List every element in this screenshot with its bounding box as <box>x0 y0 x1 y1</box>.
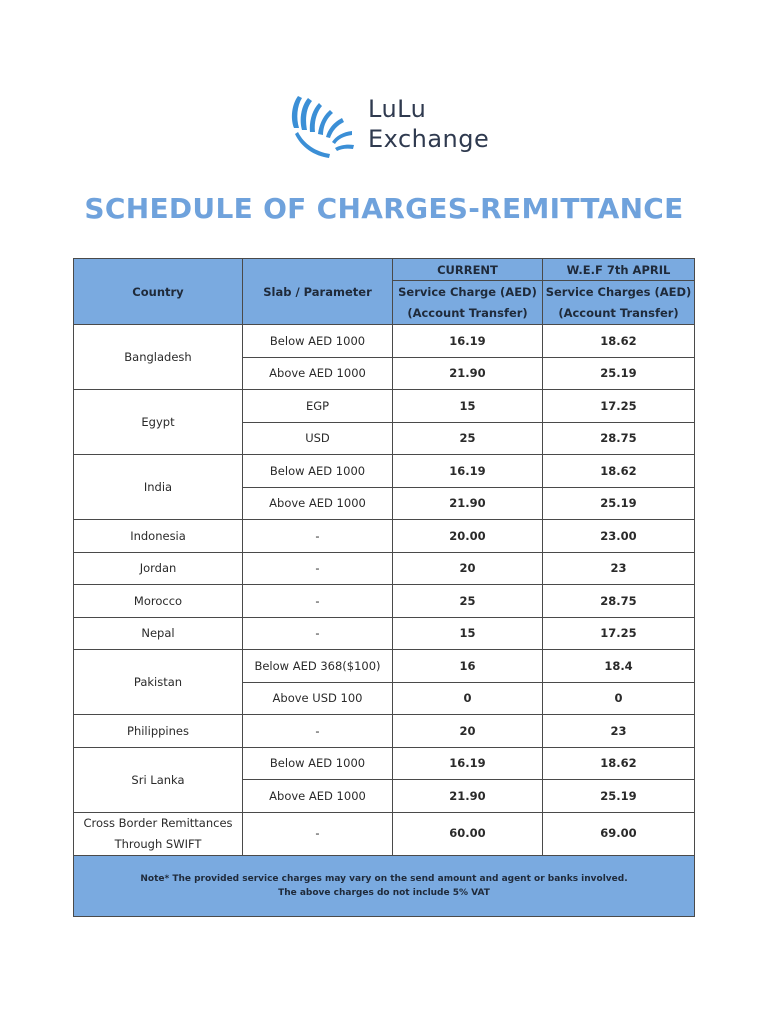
header-current-sub1: Service Charge (AED) <box>393 281 543 303</box>
current-charge-cell: 20 <box>393 552 543 585</box>
brand-logo <box>288 88 488 160</box>
new-charge-cell: 23 <box>543 552 695 585</box>
country-cell: Indonesia <box>74 520 243 553</box>
current-charge-cell: 16.19 <box>393 747 543 780</box>
current-charge-cell: 16.19 <box>393 455 543 488</box>
country-cell: Philippines <box>74 715 243 748</box>
charges-table <box>73 258 695 917</box>
country-cell: Morocco <box>74 585 243 618</box>
header-new-group: W.E.F 7th APRIL <box>543 259 695 281</box>
current-charge-cell: 21.90 <box>393 357 543 390</box>
country-cell: Pakistan <box>74 650 243 715</box>
country-line: Through SWIFT <box>114 836 202 851</box>
new-charge-cell: 25.19 <box>543 487 695 520</box>
new-charge-cell: 28.75 <box>543 422 695 455</box>
slab-cell: USD <box>243 422 393 455</box>
country-cell <box>74 812 243 855</box>
table-row <box>74 585 695 618</box>
slab-cell: - <box>243 585 393 618</box>
table-row <box>74 812 695 855</box>
current-charge-cell: 16.19 <box>393 325 543 358</box>
note-line: Note* The provided service charges may vary on the send amount and agent or banks involved. <box>140 873 628 884</box>
slab-cell: Below AED 368($100) <box>243 650 393 683</box>
slab-cell: Above AED 1000 <box>243 780 393 813</box>
new-charge-cell: 23 <box>543 715 695 748</box>
slab-cell: Below AED 1000 <box>243 747 393 780</box>
current-charge-cell: 21.90 <box>393 780 543 813</box>
current-charge-cell: 60.00 <box>393 812 543 855</box>
page-title: SCHEDULE OF CHARGES-REMITTANCE <box>84 192 684 225</box>
country-cell: Egypt <box>74 390 243 455</box>
country-cell: Bangladesh <box>74 325 243 390</box>
header-current-sub2: (Account Transfer) <box>393 303 543 325</box>
slab-cell: Below AED 1000 <box>243 455 393 488</box>
current-charge-cell: 20 <box>393 715 543 748</box>
new-charge-cell: 25.19 <box>543 357 695 390</box>
new-charge-cell: 25.19 <box>543 780 695 813</box>
slab-cell: - <box>243 617 393 650</box>
current-charge-cell: 21.90 <box>393 487 543 520</box>
header-new-sub2: (Account Transfer) <box>543 303 695 325</box>
slab-cell: Below AED 1000 <box>243 325 393 358</box>
lulu-logo-icon <box>288 88 358 160</box>
new-charge-cell: 18.62 <box>543 455 695 488</box>
slab-cell: Above AED 1000 <box>243 487 393 520</box>
brand-line1: LuLu <box>368 95 427 123</box>
new-charge-cell: 18.4 <box>543 650 695 683</box>
header-country: Country <box>74 259 243 325</box>
table-row <box>74 455 695 488</box>
new-charge-cell: 17.25 <box>543 390 695 423</box>
new-charge-cell: 18.62 <box>543 325 695 358</box>
table-row <box>74 552 695 585</box>
country-cell: Sri Lanka <box>74 747 243 812</box>
brand-line2: Exchange <box>368 125 490 153</box>
note-line: The above charges do not include 5% VAT <box>278 887 490 898</box>
header-new-sub1: Service Charges (AED) <box>543 281 695 303</box>
table-row <box>74 715 695 748</box>
current-charge-cell: 25 <box>393 422 543 455</box>
new-charge-cell: 18.62 <box>543 747 695 780</box>
country-cell: India <box>74 455 243 520</box>
header-current-group: CURRENT <box>393 259 543 281</box>
table-row <box>74 390 695 423</box>
new-charge-cell: 69.00 <box>543 812 695 855</box>
new-charge-cell: 23.00 <box>543 520 695 553</box>
country-line: Cross Border Remittances <box>83 815 233 830</box>
slab-cell: - <box>243 812 393 855</box>
slab-cell: - <box>243 715 393 748</box>
country-cell: Jordan <box>74 552 243 585</box>
header-slab: Slab / Parameter <box>243 259 393 325</box>
new-charge-cell: 0 <box>543 682 695 715</box>
current-charge-cell: 16 <box>393 650 543 683</box>
table-row <box>74 325 695 358</box>
note-row <box>74 855 695 916</box>
new-charge-cell: 28.75 <box>543 585 695 618</box>
current-charge-cell: 20.00 <box>393 520 543 553</box>
note-cell <box>74 855 695 916</box>
slab-cell: Above AED 1000 <box>243 357 393 390</box>
current-charge-cell: 15 <box>393 390 543 423</box>
table-row <box>74 747 695 780</box>
table-row <box>74 520 695 553</box>
slab-cell: - <box>243 552 393 585</box>
current-charge-cell: 0 <box>393 682 543 715</box>
new-charge-cell: 17.25 <box>543 617 695 650</box>
country-cell: Nepal <box>74 617 243 650</box>
table-row <box>74 617 695 650</box>
brand-name <box>368 94 489 154</box>
current-charge-cell: 15 <box>393 617 543 650</box>
current-charge-cell: 25 <box>393 585 543 618</box>
slab-cell: EGP <box>243 390 393 423</box>
slab-cell: Above USD 100 <box>243 682 393 715</box>
slab-cell: - <box>243 520 393 553</box>
table-row <box>74 650 695 683</box>
